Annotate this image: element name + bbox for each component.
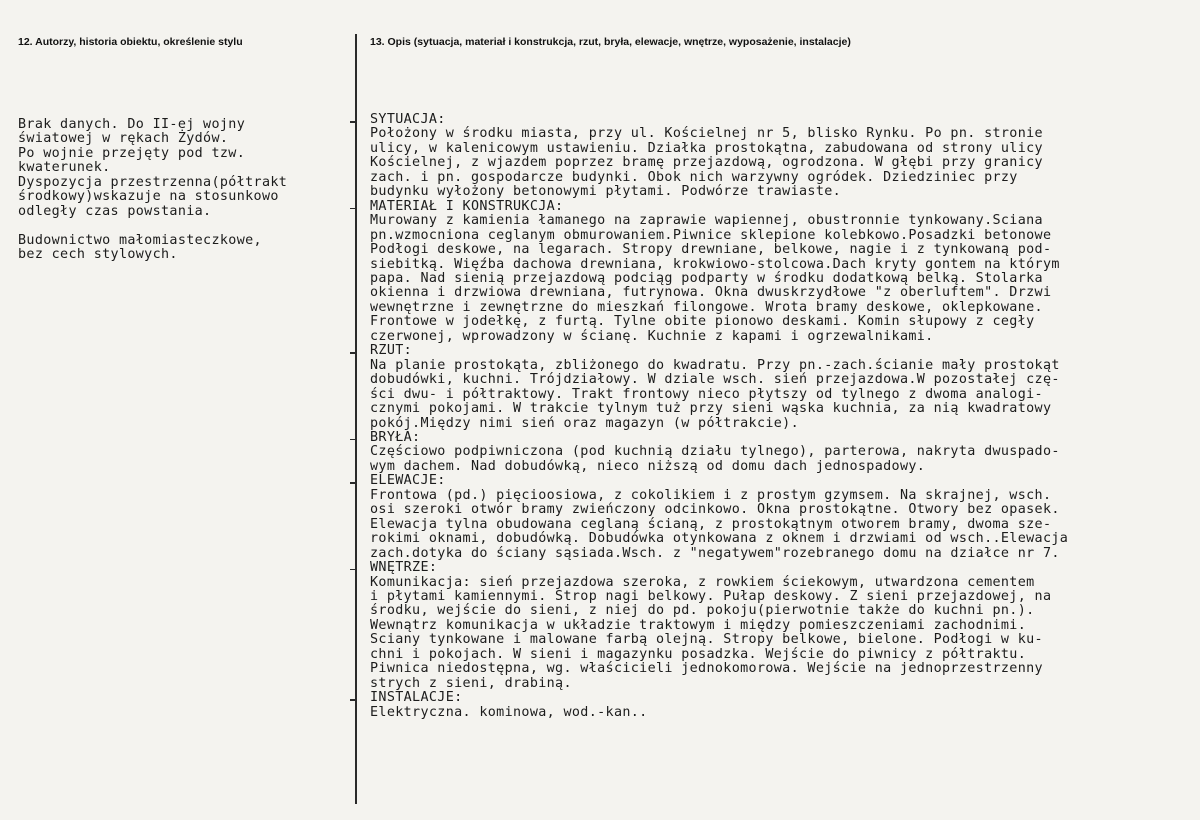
section-text-line: wewnętrzne i zewnętrzne do mieszkań filongowe. Wrota bramy deskowe, oklepkowane.: [370, 299, 1043, 315]
section-text-line: cznymi pokojami. W trakcie tylnym tuż przy sieni wąska kuchnia, za nią kwadratowy: [370, 401, 1052, 417]
left-text-line: środkowy)wskazuje na stosunkowo: [18, 189, 279, 205]
list-dash: [350, 439, 356, 441]
section-text-line: zach. i pn. gospodarcze budynki. Obok nich warzywny ogródek. Dziedziniec przy: [370, 169, 1018, 185]
left-text-line: Dyspozycja przestrzenna(półtrakt: [18, 174, 288, 190]
left-text-line: Budownictwo małomiasteczkowe,: [18, 232, 262, 248]
section-text-line: i płytami kamiennymi. Strop nagi belkowy. Pułap deskowy. Z sieni przejazdowej, na: [370, 588, 1052, 604]
list-dash: [350, 482, 356, 484]
section-text-line: Elewacja tylna obudowana ceglaną ścianą, z prostokątnym otworem bramy, dwoma sze-: [370, 516, 1052, 532]
section-text-line: Wewnątrz komunikacja w układzie traktowym i między pomieszczeniami zachodnimi.: [370, 617, 1027, 633]
section-text-line: czerwonej, wprowadzony w ścianę. Kuchnie z kapami i ogrzewalnikami.: [370, 328, 934, 344]
section-heading: INSTALACJE:: [370, 690, 463, 706]
section-13-header: 13. Opis (sytuacja, materiał i konstrukcja, rzut, bryła, elewacje, wnętrze, wyposażenie, instalacje): [370, 36, 851, 48]
list-dash: [350, 208, 356, 210]
left-text-line: Brak danych. Do II-ej wojny: [18, 117, 246, 132]
section-text-line: Komunikacja: sień przejazdowa szeroka, z rowkiem ściekowym, utwardzona cementem: [370, 574, 1035, 590]
section-text-line: ści dwu- i półtraktowy. Trakt frontowy nieco płytszy od tylnego z dwoma analogi-: [370, 386, 1043, 402]
section-text-line: pn.wzmocniona ceglanym obmurowaniem.Piwnice sklepione kolebkowo.Posadzki betonowe: [370, 227, 1052, 243]
left-text-line: światowej w rękach Żydów.: [18, 131, 229, 147]
section-heading: RZUT:: [370, 343, 413, 359]
column-divider: [355, 34, 357, 804]
section-text-line: środku, wejście do sieni, z niej do pd. pokoju(pierwotnie także do kuchni pn.).: [370, 603, 1035, 619]
section-text-line: zach.dotyka do ściany sąsiada.Wsch. z "negatywem"rozebranego domu na działce nr 7.: [370, 545, 1060, 561]
section-text-line: dobudówki, kuchni. Trójdziałowy. W dziale wsch. sień przejazdowa.W pozostałej czę-: [370, 372, 1060, 388]
section-text-line: Częściowo podpiwniczona (pod kuchnią działu tylnego), parterowa, nakryta dwuspado-: [370, 444, 1060, 460]
section-12-header: 12. Autorzy, historia obiektu, określenie stylu: [18, 36, 243, 48]
left-text-line: [18, 219, 287, 233]
left-text-line: kwaterunek.: [18, 160, 111, 176]
left-text-line: Po wojnie przejęty pod tzw.: [18, 145, 246, 161]
section-heading: ELEWACJE:: [370, 473, 446, 489]
section-text-line: Położony w środku miasta, przy ul. Kościelnej nr 5, blisko Rynku. Po pn. stronie: [370, 126, 1043, 142]
section-heading: MATERIAŁ I KONSTRUKCJA:: [370, 198, 564, 214]
section-text-line: strych z sieni, drabiną.: [370, 675, 572, 691]
list-dash: [350, 569, 356, 571]
section-text-line: chni i pokojach. W sieni i magazynku posadzka. Wejście do piwnicy z półtraktu.: [370, 646, 1027, 662]
section-text-line: budynku wyłożony betonowymi płytami. Podwórze trawiaste.: [370, 184, 842, 200]
section-text-line: wym dachem. Nad dobudówką, nieco niższą od domu dach jednospadowy.: [370, 458, 926, 474]
section-text-line: Piwnica niedostępna, wg. właścicieli jednokomorowa. Wejście na jednoprzestrzenny: [370, 661, 1043, 677]
left-text-line: odległy czas powstania.: [18, 203, 212, 219]
section-heading: WNĘTRZE:: [370, 560, 438, 576]
section-text-line: Kościelnej, z wjazdem poprzez bramę przejazdową, ogrodzona. W głębi przy granicy: [370, 155, 1043, 171]
list-dash: [350, 352, 356, 354]
section-text-line: papa. Nad sienią przejazdową podciąg podparty w środku dodatkową belką. Stolarka: [370, 270, 1043, 286]
section-text-line: ulicy, w kalenicowym ustawieniu. Działka prostokątna, zabudowana od strony ulicy: [370, 140, 1043, 156]
section-text-line: Elektryczna. kominowa, wod.-kan..: [370, 704, 648, 720]
section-text-line: Sciany tynkowane i malowane farbą olejną. Stropy belkowe, bielone. Podłogi w ku-: [370, 632, 1043, 648]
section-heading: SYTUACJA:: [370, 112, 446, 127]
section-text-line: pokój.Między nimi sień oraz magazyn (w półtrakcie).: [370, 415, 800, 431]
authors-history-text: [18, 118, 287, 263]
section-text-line: Podłogi deskowe, na legarach. Stropy drewniane, belkowe, nagie i z tynkowaną pod-: [370, 242, 1052, 258]
section-text-line: Frontowe w jodełkę, z furtą. Tylne obite pionowo deskami. Komin słupowy z cegły: [370, 314, 1035, 330]
section-heading: BRYŁA:: [370, 429, 421, 445]
list-dash: [350, 699, 356, 701]
description-text: [370, 113, 1068, 720]
left-text-line: bez cech stylowych.: [18, 247, 178, 263]
section-text-line: siebitką. Więźba dachowa drewniana, krokwiowo-stolcowa.Dach kryty gontem na którym: [370, 256, 1060, 272]
section-text-line: Na planie prostokąta, zbliżonego do kwadratu. Przy pn.-zach.ścianie mały prostokąt: [370, 357, 1060, 373]
section-text-line: Frontowa (pd.) pięcioosiowa, z cokolikiem i z prostym gzymsem. Na skrajnej, wsch.: [370, 487, 1052, 503]
section-text-line: osi szeroki otwór bramy zwieńczony odcinkowo. Okna prostokątne. Otwory bez opasek.: [370, 502, 1060, 518]
list-dash: [350, 121, 356, 123]
section-text-line: rokimi oknami, dobudówką. Dobudówka otynkowana z oknem i drzwiami od wsch..Elewacja: [370, 531, 1069, 547]
section-text-line: Murowany z kamienia łamanego na zaprawie wapiennej, obustronnie tynkowany.Sciana: [370, 213, 1043, 229]
section-text-line: okienna i drzwiowa drewniana, futrynowa. Okna dwuskrzydłowe "z oberluftem". Drzwi: [370, 285, 1052, 301]
